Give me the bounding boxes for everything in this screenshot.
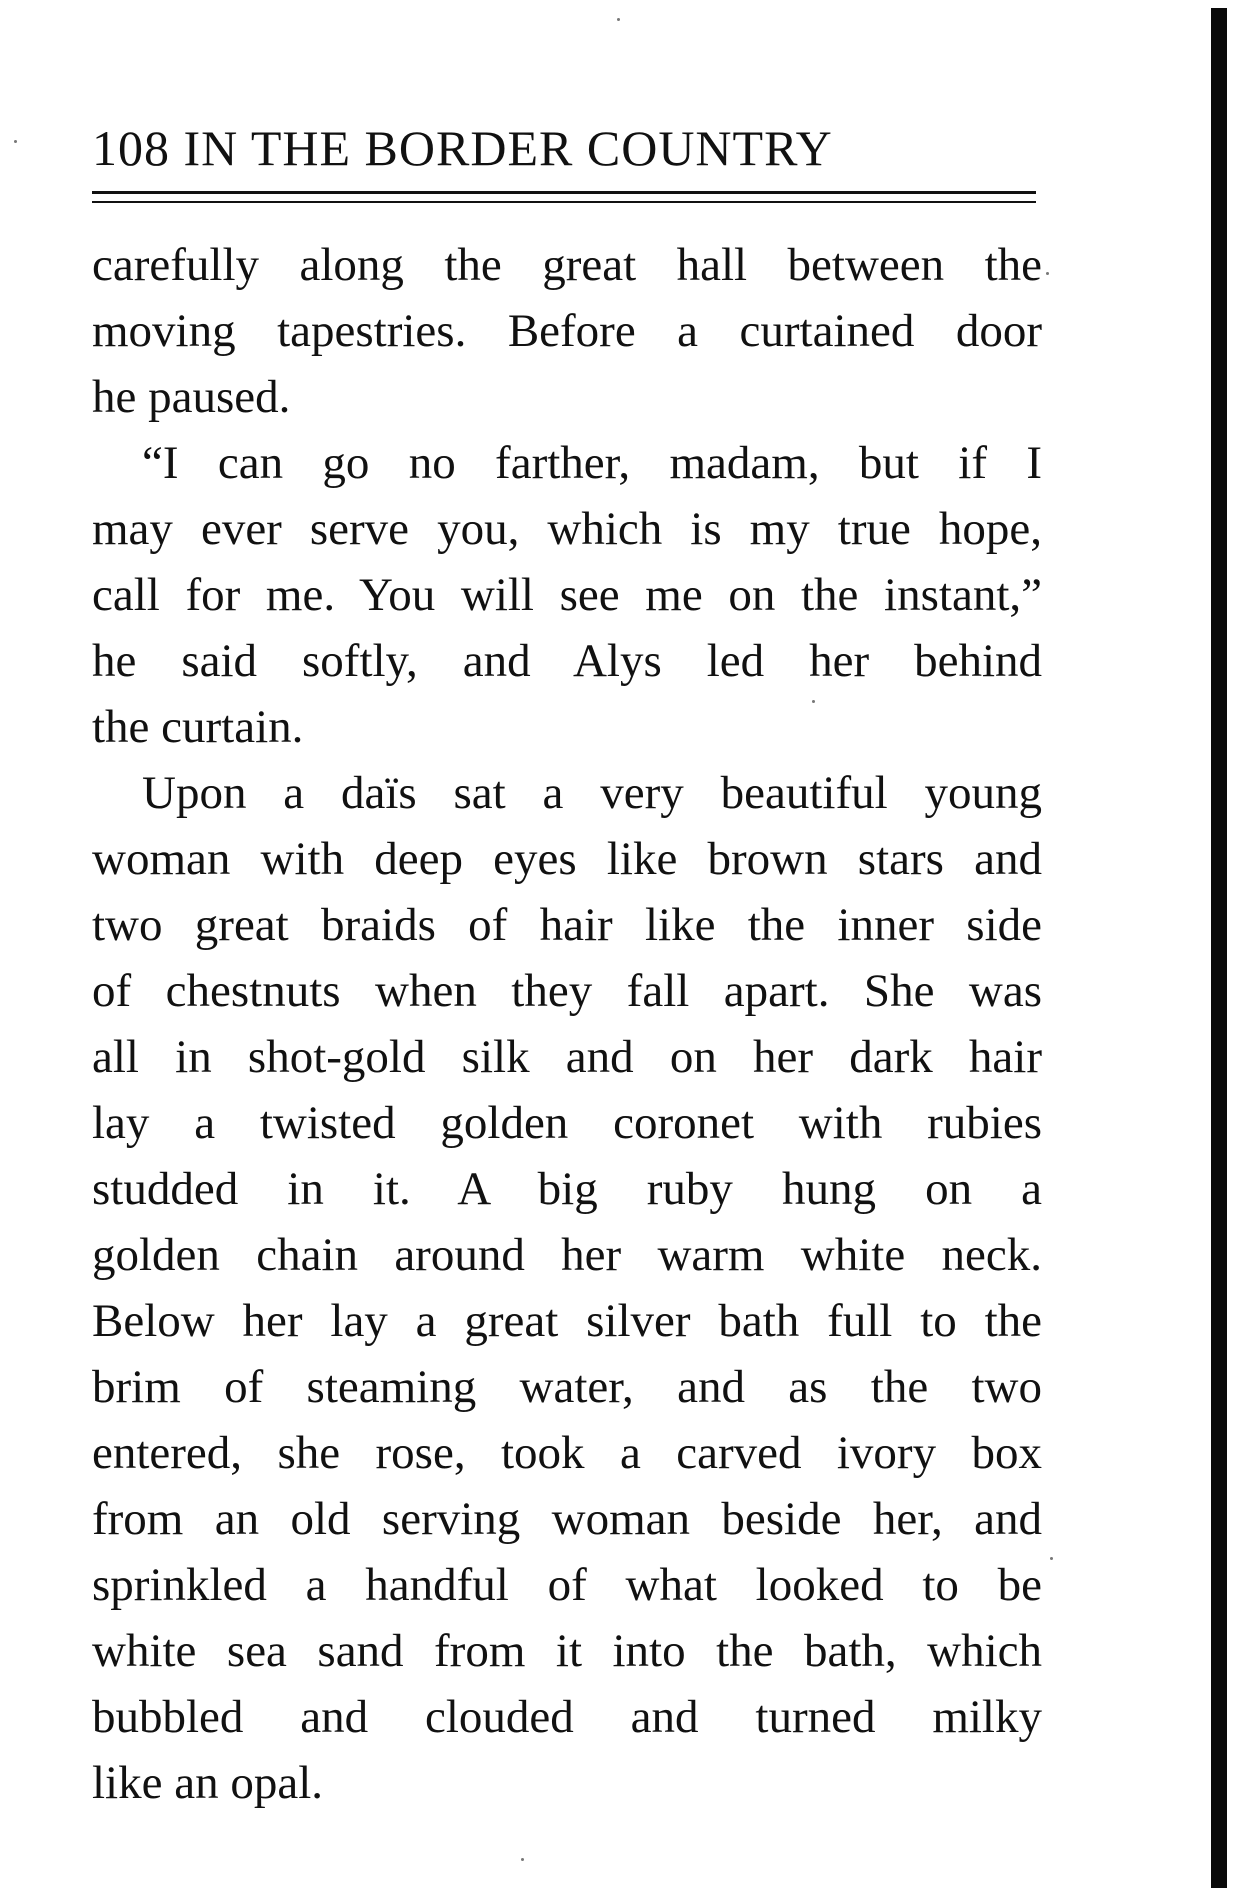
text-line: he said softly, and Alys led her behind (92, 635, 1042, 687)
scan-speck (521, 1858, 524, 1861)
text-line: he paused. (92, 371, 291, 423)
text-line: “I can go no farther, madam, but if I (142, 437, 1042, 489)
header-rule-top (92, 191, 1036, 194)
scan-speck (14, 140, 17, 143)
text-line: lay a twisted golden coronet with rubies (92, 1097, 1042, 1149)
text-line: Upon a daïs sat a very beautiful young (142, 767, 1042, 819)
text-line: bubbled and clouded and turned milky (92, 1691, 1042, 1743)
running-head: 108 IN THE BORDER COUNTRY (92, 120, 833, 176)
text-line: from an old serving woman beside her, and (92, 1493, 1042, 1545)
text-line: white sea sand from it into the bath, which (92, 1625, 1042, 1677)
scan-speck (1046, 272, 1049, 275)
text-line: golden chain around her warm white neck. (92, 1229, 1042, 1281)
page-header (92, 118, 1036, 178)
text-line: all in shot-gold silk and on her dark hair (92, 1031, 1042, 1083)
text-line: like an opal. (92, 1757, 324, 1809)
text-line: studded in it. A big ruby hung on a (92, 1163, 1042, 1215)
text-line: of chestnuts when they fall apart. She was (92, 965, 1042, 1017)
text-line: sprinkled a handful of what looked to be (92, 1559, 1042, 1611)
text-line: brim of steaming water, and as the two (92, 1361, 1042, 1413)
text-line: two great braids of hair like the inner side (92, 899, 1042, 951)
text-line: may ever serve you, which is my true hope, (92, 503, 1042, 555)
body-text (92, 232, 1042, 1816)
scan-speck (617, 18, 620, 21)
header-rule-bottom (92, 201, 1036, 203)
text-line: call for me. You will see me on the instant,” (92, 569, 1042, 621)
scan-speck (1050, 1557, 1053, 1560)
text-line: entered, she rose, took a carved ivory box (92, 1427, 1042, 1479)
text-line: woman with deep eyes like brown stars and (92, 833, 1042, 885)
text-line: moving tapestries. Before a curtained door (92, 305, 1042, 357)
text-line: Below her lay a great silver bath full to the (92, 1295, 1042, 1347)
text-line: the curtain. (92, 701, 304, 753)
scan-edge-bar (1211, 8, 1227, 1888)
scan-speck (812, 700, 815, 703)
text-line: carefully along the great hall between the (92, 239, 1042, 291)
